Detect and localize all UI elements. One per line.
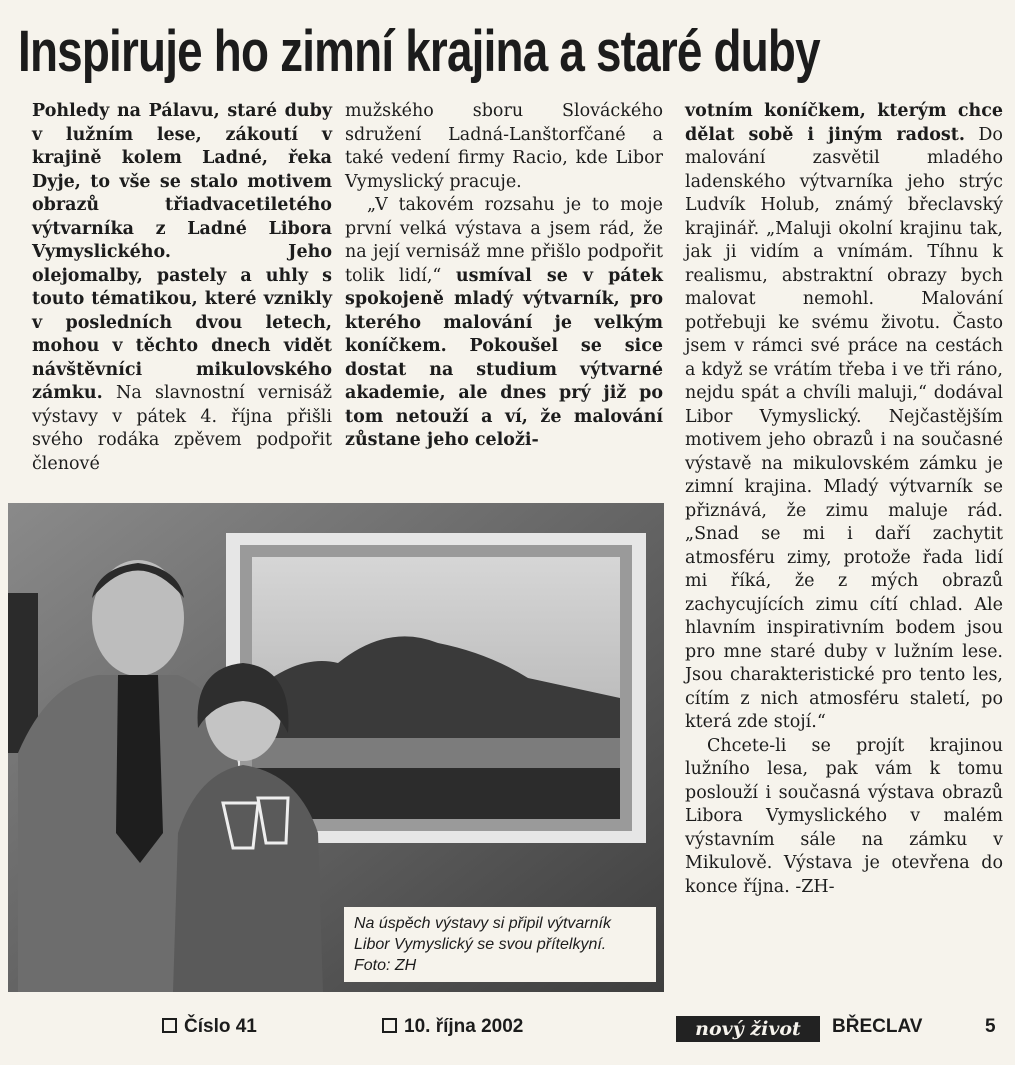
page-number: 5: [985, 1016, 996, 1037]
issue-number: [162, 1013, 257, 1041]
article-bold-text: votním koníčkem, kterým chce dělat sobě i jiným radost.: [685, 101, 1003, 145]
newspaper-logo: nový život: [676, 1016, 820, 1042]
article-bold-text: usmíval se v pátek spokojeně mladý výtvarník, pro kterého malování je velkým koníčkem. Pokoušel se sice dostat na studium výtvarné akademie, ale dnes prý již po tom netouží a ví, že malování zůstane jeho celoži-: [345, 265, 663, 450]
article-text: Do malování zasvětil mladého ladenského výtvarníka jeho strýc Ludvík Holub, známý břeclavský krajinář. „Maluji okolní krajinu tak, jak ji vidím a vnímám. Tíhnu k realismu, abstraktní obrazy bych malovat nemohl. Malování potřebuji ke svému životu. Často jsem v rámci své práce na cestách a když se vrátím třeba i ve tři ráno, nejdu spát a chvíli maluji,“ dodával Libor Vymyslický. Nejčastějším motivem jeho obrazů i na současné výstavě na mikulovském zámku je zimní krajina. Mladý výtvarník se přiznává, že zimu maluje rád. „Snad se mi i daří zachytit atmosféru zimy, protože řada lidí mi říká, že z mých obrazů zachycujících zimu cítí chlad. Ale hlavním inspirativním bodem jsou pro mne staré duby v lužním lese. Jsou charakteristické pro tento les, cítím z nich atmosféru staletí, po která zde stojí.“: [685, 124, 1003, 732]
article-text: mužského sboru Slováckého sdružení Ladná-Lanštorfčané a také vedení firmy Racio, kde Libor Vymyslický pracuje.: [345, 101, 663, 192]
article-text: Na slavnostní vernisáž výstavy v pátek 4. října přišli svého rodáka zpěvem podpořit členové: [32, 383, 332, 474]
article-lead: Pohledy na Pálavu, staré duby v lužním lese, zákoutí v krajině kolem Ladné, řeka Dyje, to vše se stalo motivem obrazů třiadvacetiletého výtvarníka z Ladné Libora Vymyslického. Jeho olejomalby, pastely a uhly s touto tématikou, které vznikly v posledních dvou letech, mohou v těchto dnech vidět návštěvníci mikulovského zámku.: [32, 101, 332, 403]
issue-date: [382, 1013, 523, 1041]
article-column-3: [685, 100, 1003, 899]
article-column-2: [345, 100, 663, 453]
checkbox-icon: [382, 1018, 397, 1033]
article-column-1: [32, 100, 332, 476]
date-label: 10. října 2002: [404, 1016, 524, 1037]
checkbox-icon: [162, 1018, 177, 1033]
issue-label: Číslo 41: [184, 1016, 257, 1037]
region-label: BŘECLAV: [832, 1016, 923, 1037]
article-quote: „V takovém rozsahu je to moje první velká výstava a jsem rád, že na její vernisáž mne přišlo podpořit tolik lidí,“: [345, 195, 663, 286]
article-photo: [8, 503, 664, 992]
article-closing-paragraph: Chcete-li se projít krajinou lužního lesa, pak vám k tomu poslouží i současná výstava obrazů Libora Vymyslického v malém výstavním sále na zámku v Mikulově. Výstava je otevřena do konce října. -ZH-: [685, 735, 1003, 897]
headline: Inspiruje ho zimní krajina a staré duby: [18, 19, 820, 84]
photo-caption: Na úspěch výstavy si připil výtvarník Libor Vymyslický se svou přítelkyní. Foto: ZH: [344, 907, 656, 982]
